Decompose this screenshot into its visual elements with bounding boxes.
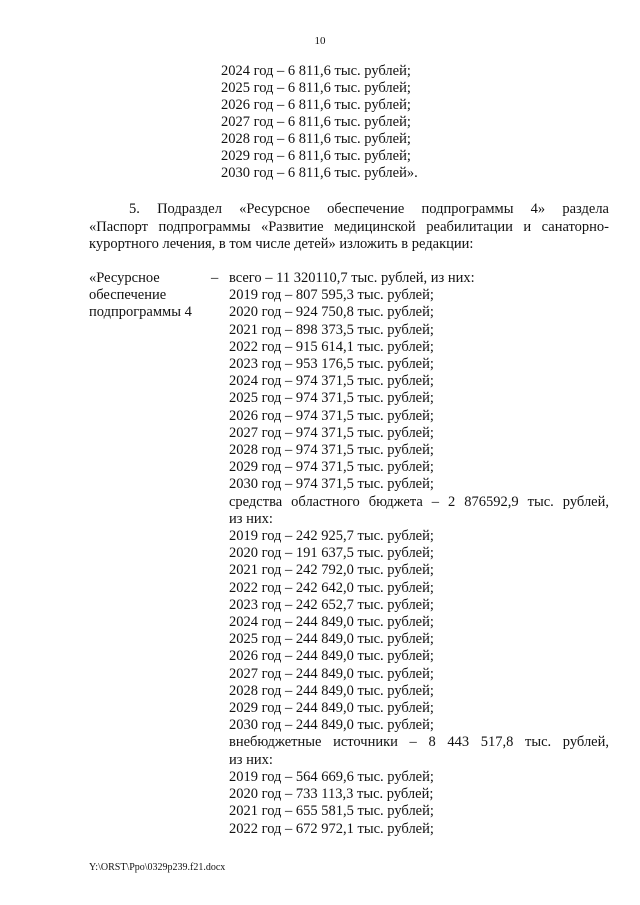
value-line: 2020 год – 924 750,8 тыс. рублей; <box>229 304 434 321</box>
file-path-footer: Y:\ORST\Ppo\0329p239.f21.docx <box>89 862 226 873</box>
value-line: 2023 год – 242 652,7 тыс. рублей; <box>229 596 434 613</box>
top-line: 2025 год – 6 811,6 тыс. рублей; <box>221 80 411 96</box>
resource-values <box>229 270 609 838</box>
value-line: 2028 год – 974 371,5 тыс. рублей; <box>229 442 434 459</box>
top-line: 2030 год – 6 811,6 тыс. рублей». <box>221 165 418 181</box>
value-line: 2019 год – 807 595,3 тыс. рублей; <box>229 287 434 304</box>
page-number: 10 <box>314 35 326 47</box>
paragraph-line: «Паспорт подпрограммы «Развитие медицинской реабилитации и санаторно- <box>89 218 609 235</box>
label-line: «Ресурсное <box>89 270 160 286</box>
value-line: 2022 год – 915 614,1 тыс. рублей; <box>229 338 434 355</box>
resource-label <box>89 270 192 322</box>
top-line: 2026 год – 6 811,6 тыс. рублей; <box>221 97 411 113</box>
value-line: 2024 год – 974 371,5 тыс. рублей; <box>229 373 434 390</box>
top-line: 2029 год – 6 811,6 тыс. рублей; <box>221 148 411 164</box>
value-line: 2022 год – 242 642,0 тыс. рублей; <box>229 579 434 596</box>
value-line: 2019 год – 564 669,6 тыс. рублей; <box>229 768 434 785</box>
value-line: 2027 год – 244 849,0 тыс. рублей; <box>229 665 434 682</box>
value-line: 2029 год – 244 849,0 тыс. рублей; <box>229 700 434 717</box>
value-line: 2030 год – 244 849,0 тыс. рублей; <box>229 717 434 734</box>
value-line: внебюджетные источники – 8 443 517,8 тыс. рублей, <box>229 734 609 751</box>
value-line: 2022 год – 672 972,1 тыс. рублей; <box>229 820 434 837</box>
value-line: 2026 год – 974 371,5 тыс. рублей; <box>229 407 434 424</box>
value-line: 2025 год – 244 849,0 тыс. рублей; <box>229 631 434 648</box>
value-line: 2025 год – 974 371,5 тыс. рублей; <box>229 390 434 407</box>
value-line: всего – 11 320110,7 тыс. рублей, из них: <box>229 270 475 286</box>
value-line: 2029 год – 974 371,5 тыс. рублей; <box>229 459 434 476</box>
top-line: 2027 год – 6 811,6 тыс. рублей; <box>221 114 411 130</box>
paragraph-line: 5. Подраздел «Ресурсное обеспечение подпрограммы 4» раздела <box>129 201 609 217</box>
top-line: 2028 год – 6 811,6 тыс. рублей; <box>221 131 411 147</box>
value-line: 2021 год – 898 373,5 тыс. рублей; <box>229 321 434 338</box>
value-line: 2030 год – 974 371,5 тыс. рублей; <box>229 476 434 493</box>
label-dash: – <box>211 270 219 286</box>
value-line: 2028 год – 244 849,0 тыс. рублей; <box>229 682 434 699</box>
top-line: 2024 год – 6 811,6 тыс. рублей; <box>221 63 411 79</box>
value-line: из них: <box>229 751 273 768</box>
value-line: средства областного бюджета – 2 876592,9 тыс. рублей, <box>229 493 609 510</box>
value-line: из них: <box>229 510 273 527</box>
paragraph-line: курортного лечения, в том числе детей» изложить в редакции: <box>89 236 474 253</box>
value-line: 2024 год – 244 849,0 тыс. рублей; <box>229 614 434 631</box>
value-line: 2027 год – 974 371,5 тыс. рублей; <box>229 424 434 441</box>
value-line: 2023 год – 953 176,5 тыс. рублей; <box>229 356 434 373</box>
value-line: 2020 год – 191 637,5 тыс. рублей; <box>229 545 434 562</box>
value-line: 2021 год – 242 792,0 тыс. рублей; <box>229 562 434 579</box>
value-line: 2019 год – 242 925,7 тыс. рублей; <box>229 528 434 545</box>
value-line: 2026 год – 244 849,0 тыс. рублей; <box>229 648 434 665</box>
value-line: 2020 год – 733 113,3 тыс. рублей; <box>229 786 434 803</box>
amendment-paragraph <box>89 201 609 254</box>
label-line: обеспечение <box>89 287 167 304</box>
value-line: 2021 год – 655 581,5 тыс. рублей; <box>229 803 434 820</box>
label-line: подпрограммы 4 <box>89 304 192 321</box>
